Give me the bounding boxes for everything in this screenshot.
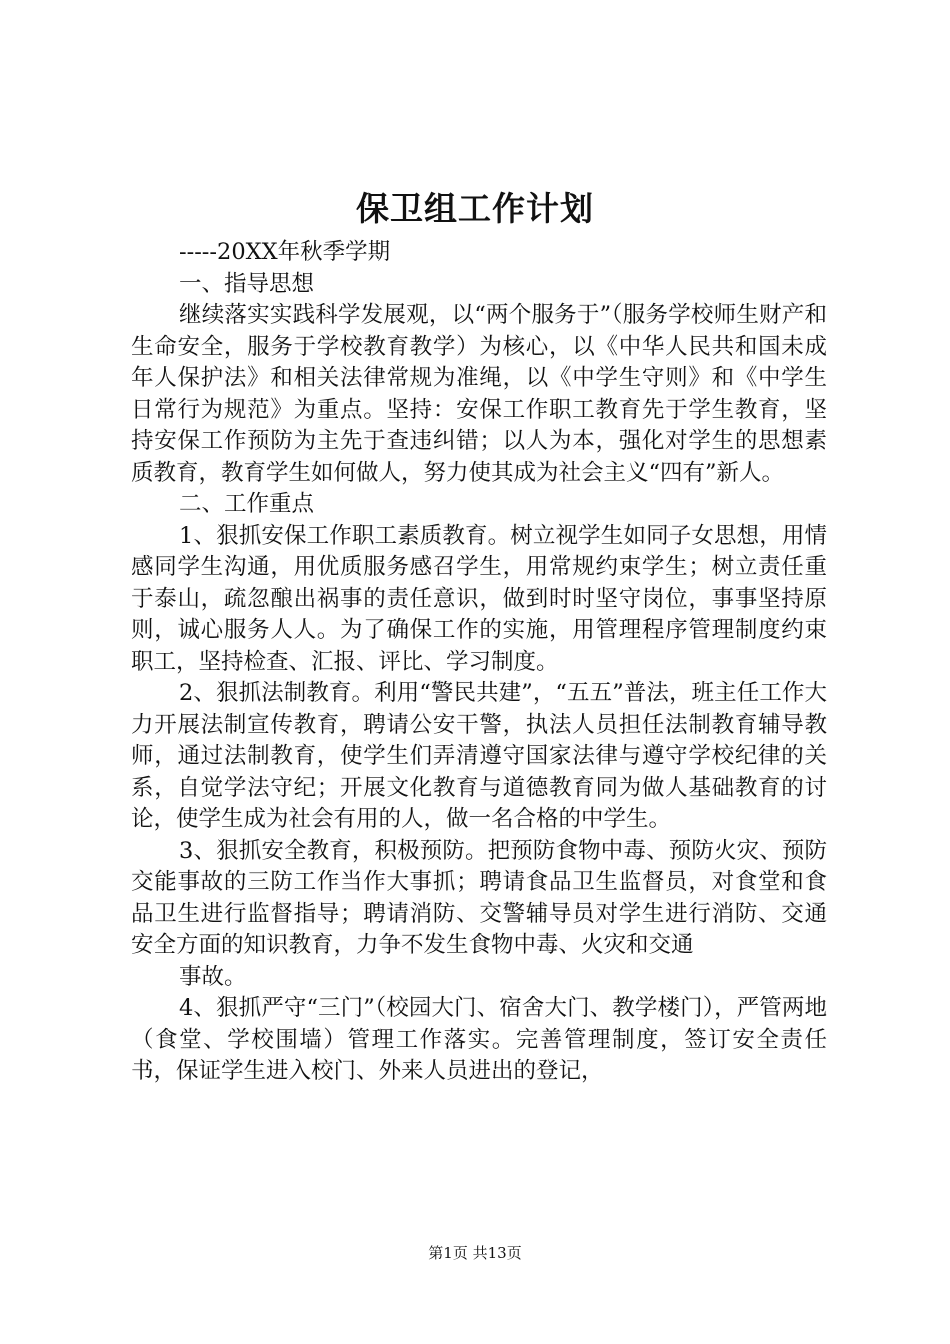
paragraph-item-4: 4、狠抓严守“三门”（校园大门、宿舍大门、教学楼门），严管两地（食堂、学校围墙）管理工作落实。完善管理制度，签订安全责任书，保证学生进入校门、外来人员进出的登记，	[131, 995, 827, 1084]
paragraph-item-1: 1、狠抓安保工作职工素质教育。树立视学生如同子女思想，用情感同学生沟通，用优质服务感召学生，用常规约束学生；树立责任重于泰山，疏忽酿出祸事的责任意识，做到时时坚守岗位，事事坚持原则，诚心服务人人。为了确保工作的实施，用管理程序管理制度约束职工，坚持检查、汇报、评比、学习制度。	[131, 522, 827, 675]
page-footer: 第1页 共13页	[428, 1244, 522, 1262]
document-body	[131, 237, 827, 1088]
paragraph-item-3: 3、狠抓安全教育，积极预防。把预防食物中毒、预防火灾、预防交能事故的三防工作当作大事抓；聘请食品卫生监督员，对食堂和食品卫生进行监督指导；聘请消防、交警辅导员对学生进行消防、交通安全方面的知识教育，力争不发生食物中毒、火灾和交通	[131, 837, 827, 958]
section-heading-guiding-ideology: 一、指导思想	[179, 270, 315, 297]
paragraph-item-2: 2、狠抓法制教育。利用“警民共建”，“五五”普法，班主任工作大力开展法制宣传教育，聘请公安干警，执法人员担任法制教育辅导教师，通过法制教育，使学生们弄清遵守国家法律与遵守学校纪律的关系，自觉学法守纪；开展文化教育与道德教育同为做人基础教育的讨论，使学生成为社会有用的人，做一名合格的中学生。	[131, 680, 827, 832]
semester-line: -----20XX年秋季学期	[179, 239, 391, 265]
paragraph-guiding-ideology: 继续落实实践科学发展观，以“两个服务于”（服务学校师生财产和生命安全，服务于学校教育教学）为核心，以《中华人民共和国未成年人保护法》和相关法律常规为准绳，以《中学生守则》和《中学生日常行为规范》为重点。坚持：安保工作职工教育先于学生教育，坚持安保工作预防为主先于查违纠错；以人为本，强化对学生的思想素质教育，教育学生如何做人，努力使其成为社会主义“四有”新人。	[131, 302, 827, 486]
paragraph-item-3-continued: 事故。	[179, 963, 247, 990]
document-title: 保卫组工作计划	[356, 189, 594, 228]
section-heading-work-focus: 二、工作重点	[179, 491, 315, 517]
